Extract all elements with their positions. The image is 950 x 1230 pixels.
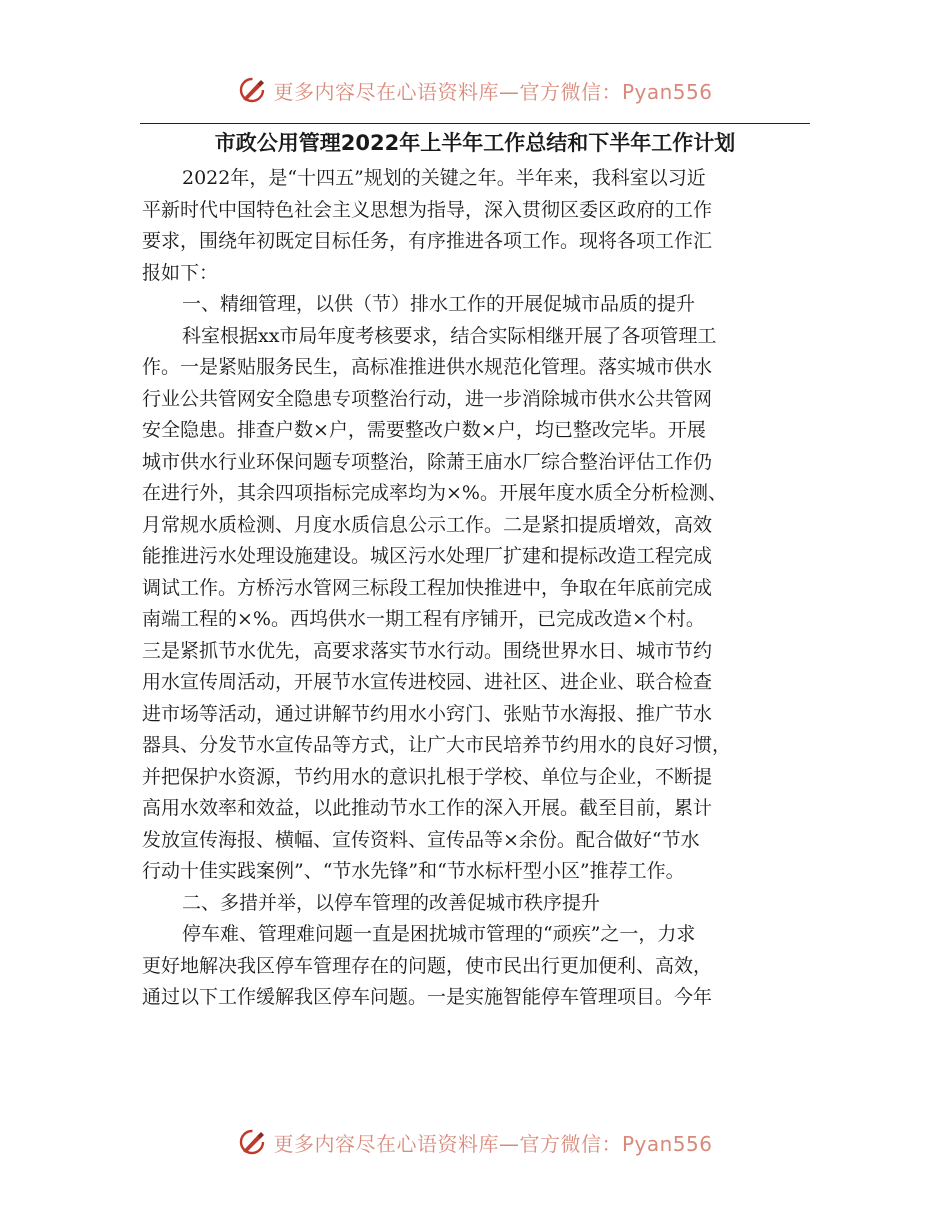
body-line: 并把保护水资源，节约用水的意识扎根于学校、单位与企业，不断提 [142,765,713,788]
body-line: 月常规水质检测、月度水质信息公示工作。二是紧扣提质增效，高效 [142,513,713,536]
section-heading: 二、多措并举，以停车管理的改善促城市秩序提升 [182,891,601,914]
body-line: 能推进污水处理设施建设。城区污水处理厂扩建和提标改造工程完成 [142,545,713,567]
body-line: 城市供水行业环保问题专项整治，除萧王庙水厂综合整治评估工作仍 [142,450,713,473]
body-line: 更好地解决我区停车管理存在的问题，使市民出行更加便利、高效， [142,954,713,977]
body-line: 安全隐患。排查户数×户，需要整改户数×户，均已整改完毕。开展 [142,419,706,441]
body-line: 要求，围绕年初既定目标任务，有序推进各项工作。现将各项工作汇 [142,230,713,252]
document-title: 市政公用管理2022年上半年工作总结和下半年工作计划 [214,131,736,155]
footer-banner [0,1122,950,1162]
footer-banner-text: 更多内容尽在心语资料库—官方微信：Pyan556 [273,1131,713,1156]
body-line: 调试工作。方桥污水管网三标段工程加快推进中，争取在年底前完成 [142,576,713,599]
pen-logo-icon [237,75,267,105]
body-line: 行动十佳实践案例”、“节水先锋”和“节水标杆型小区”推荐工作。 [142,860,685,882]
body-line: 发放宣传海报、横幅、宣传资料、宣传品等×余份。配合做好“节水 [142,828,700,851]
body-line: 三是紧抓节水优先，高要求落实节水行动。围绕世界水日、城市节约 [142,639,713,662]
body-line: 南端工程的×%。西坞供水一期工程有序铺开，已完成改造×个村。 [142,608,705,630]
section-heading: 一、精细管理，以供（节）排水工作的开展促城市品质的提升 [182,293,696,315]
body-line: 在进行外，其余四项指标完成率均为×%。开展年度水质全分析检测、 [142,482,727,504]
title-divider [140,123,810,124]
body-line: 高用水效率和效益，以此推动节水工作的深入开展。截至目前，累计 [142,797,713,819]
body-line: 器具、分发节水宣传品等方式，让广大市民培养节约用水的良好习惯， [142,734,732,756]
body-line: 行业公共管网安全隐患专项整治行动，进一步消除城市供水公共管网 [142,387,713,410]
body-line: 平新时代中国特色社会主义思想为指导，深入贯彻区委区政府的工作 [142,198,713,221]
document-body [142,163,808,1014]
body-line: 科室根据xx市局年度考核要求，结合实际相继开展了各项管理工 [182,324,717,347]
body-line: 用水宣传周活动，开展节水宣传进校园、进社区、进企业、联合检查 [142,671,713,693]
body-line: 停车难、管理难问题一直是困扰城市管理的“顽疾”之一，力求 [182,923,696,945]
header-banner [0,70,950,110]
pen-logo-icon [237,1127,267,1157]
body-line: 作。一是紧贴服务民生，高标准推进供水规范化管理。落实城市供水 [142,356,713,378]
body-line: 通过以下工作缓解我区停车问题。一是实施智能停车管理项目。今年 [142,986,713,1008]
body-line: 报如下： [142,261,219,284]
header-banner-text: 更多内容尽在心语资料库—官方微信：Pyan556 [273,79,713,104]
body-line: 2022年，是“十四五”规划的关键之年。半年来，我科室以习近 [182,167,706,189]
body-line: 进市场等活动，通过讲解节约用水小窍门、张贴节水海报、推广节水 [142,702,713,725]
